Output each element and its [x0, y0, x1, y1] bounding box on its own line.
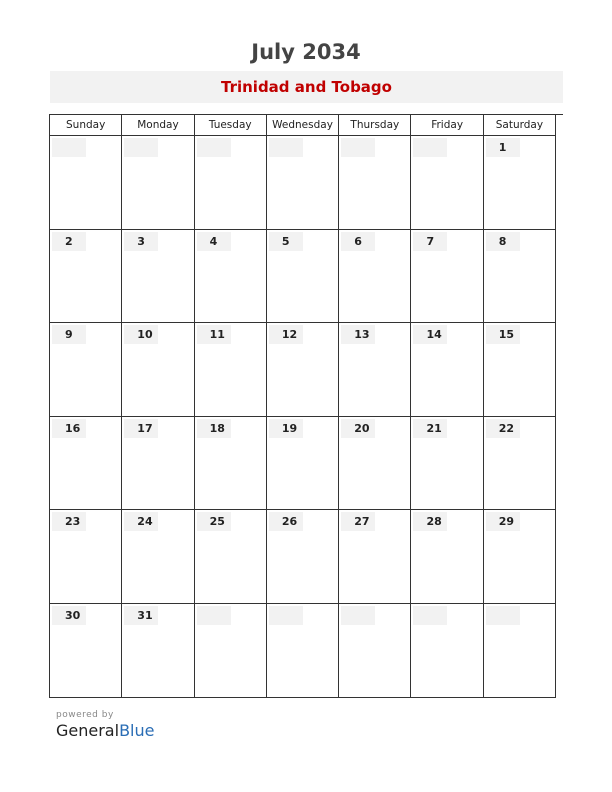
day-number [269, 606, 303, 625]
day-number: 21 [413, 419, 447, 438]
weekday-wednesday: Wednesday [267, 115, 339, 136]
day-cell [195, 417, 267, 511]
day-cell [339, 136, 411, 230]
weekday-monday: Monday [122, 115, 194, 136]
day-cell [122, 604, 194, 698]
day-number [52, 138, 86, 157]
day-number [413, 138, 447, 157]
day-number: 24 [124, 512, 158, 531]
weekday-sunday: Sunday [50, 115, 122, 136]
day-number: 25 [197, 512, 231, 531]
day-number: 28 [413, 512, 447, 531]
weeks-container [50, 136, 563, 698]
day-number: 9 [52, 325, 86, 344]
day-number: 17 [124, 419, 158, 438]
day-cell [122, 510, 194, 604]
day-cell [267, 510, 339, 604]
day-cell [50, 604, 122, 698]
week-row [50, 417, 563, 511]
day-number [197, 606, 231, 625]
day-number: 20 [341, 419, 375, 438]
day-cell [484, 323, 556, 417]
day-number: 27 [341, 512, 375, 531]
day-number: 22 [486, 419, 520, 438]
weekday-friday: Friday [411, 115, 483, 136]
day-cell [339, 510, 411, 604]
day-number [413, 606, 447, 625]
day-cell [195, 136, 267, 230]
day-number [197, 138, 231, 157]
day-cell [267, 230, 339, 324]
day-number: 31 [124, 606, 158, 625]
day-cell [411, 323, 483, 417]
day-cell [484, 510, 556, 604]
powered-by-text: powered by [56, 710, 114, 720]
day-number: 23 [52, 512, 86, 531]
day-cell [411, 417, 483, 511]
day-number [486, 606, 520, 625]
footer [56, 710, 154, 740]
day-cell [411, 604, 483, 698]
day-cell [50, 230, 122, 324]
day-cell [339, 417, 411, 511]
day-cell [267, 604, 339, 698]
day-number: 19 [269, 419, 303, 438]
day-cell [484, 230, 556, 324]
weekday-thursday: Thursday [339, 115, 411, 136]
day-cell [339, 604, 411, 698]
brand-general: General [56, 721, 120, 740]
day-number [124, 138, 158, 157]
day-number: 7 [413, 232, 447, 251]
weekday-tuesday: Tuesday [195, 115, 267, 136]
day-number: 3 [124, 232, 158, 251]
day-cell [411, 510, 483, 604]
day-cell [50, 417, 122, 511]
day-number: 26 [269, 512, 303, 531]
country-name: Trinidad and Tobago [221, 78, 392, 96]
day-number: 14 [413, 325, 447, 344]
week-row [50, 323, 563, 417]
day-cell [122, 230, 194, 324]
day-number [269, 138, 303, 157]
page-title: July 2034 [251, 40, 361, 64]
day-number: 16 [52, 419, 86, 438]
day-number: 12 [269, 325, 303, 344]
day-number: 6 [341, 232, 375, 251]
day-number [341, 138, 375, 157]
day-cell [411, 136, 483, 230]
weekday-saturday: Saturday [484, 115, 556, 136]
day-cell [484, 136, 556, 230]
brand-blue: Blue [119, 721, 155, 740]
day-number: 29 [486, 512, 520, 531]
day-cell [50, 136, 122, 230]
day-number: 30 [52, 606, 86, 625]
week-row [50, 136, 563, 230]
day-cell [195, 230, 267, 324]
day-cell [195, 604, 267, 698]
week-row [50, 604, 563, 698]
day-number: 13 [341, 325, 375, 344]
day-cell [484, 604, 556, 698]
calendar-grid [49, 114, 563, 698]
day-cell [339, 323, 411, 417]
day-cell [267, 323, 339, 417]
day-cell [50, 323, 122, 417]
day-cell [267, 136, 339, 230]
day-cell [339, 230, 411, 324]
day-number: 11 [197, 325, 231, 344]
day-cell [195, 510, 267, 604]
day-cell [122, 417, 194, 511]
day-number: 5 [269, 232, 303, 251]
day-cell [122, 136, 194, 230]
day-cell [122, 323, 194, 417]
day-number: 15 [486, 325, 520, 344]
day-cell [267, 417, 339, 511]
day-number: 4 [197, 232, 231, 251]
week-row [50, 230, 563, 324]
day-number: 2 [52, 232, 86, 251]
day-number: 18 [197, 419, 231, 438]
day-cell [50, 510, 122, 604]
country-banner [50, 71, 563, 103]
day-number: 8 [486, 232, 520, 251]
day-cell [484, 417, 556, 511]
week-row [50, 510, 563, 604]
day-cell [195, 323, 267, 417]
day-number [341, 606, 375, 625]
day-cell [411, 230, 483, 324]
day-number: 10 [124, 325, 158, 344]
day-number: 1 [486, 138, 520, 157]
brand-logo [56, 721, 154, 740]
weekday-header-row [50, 115, 563, 136]
